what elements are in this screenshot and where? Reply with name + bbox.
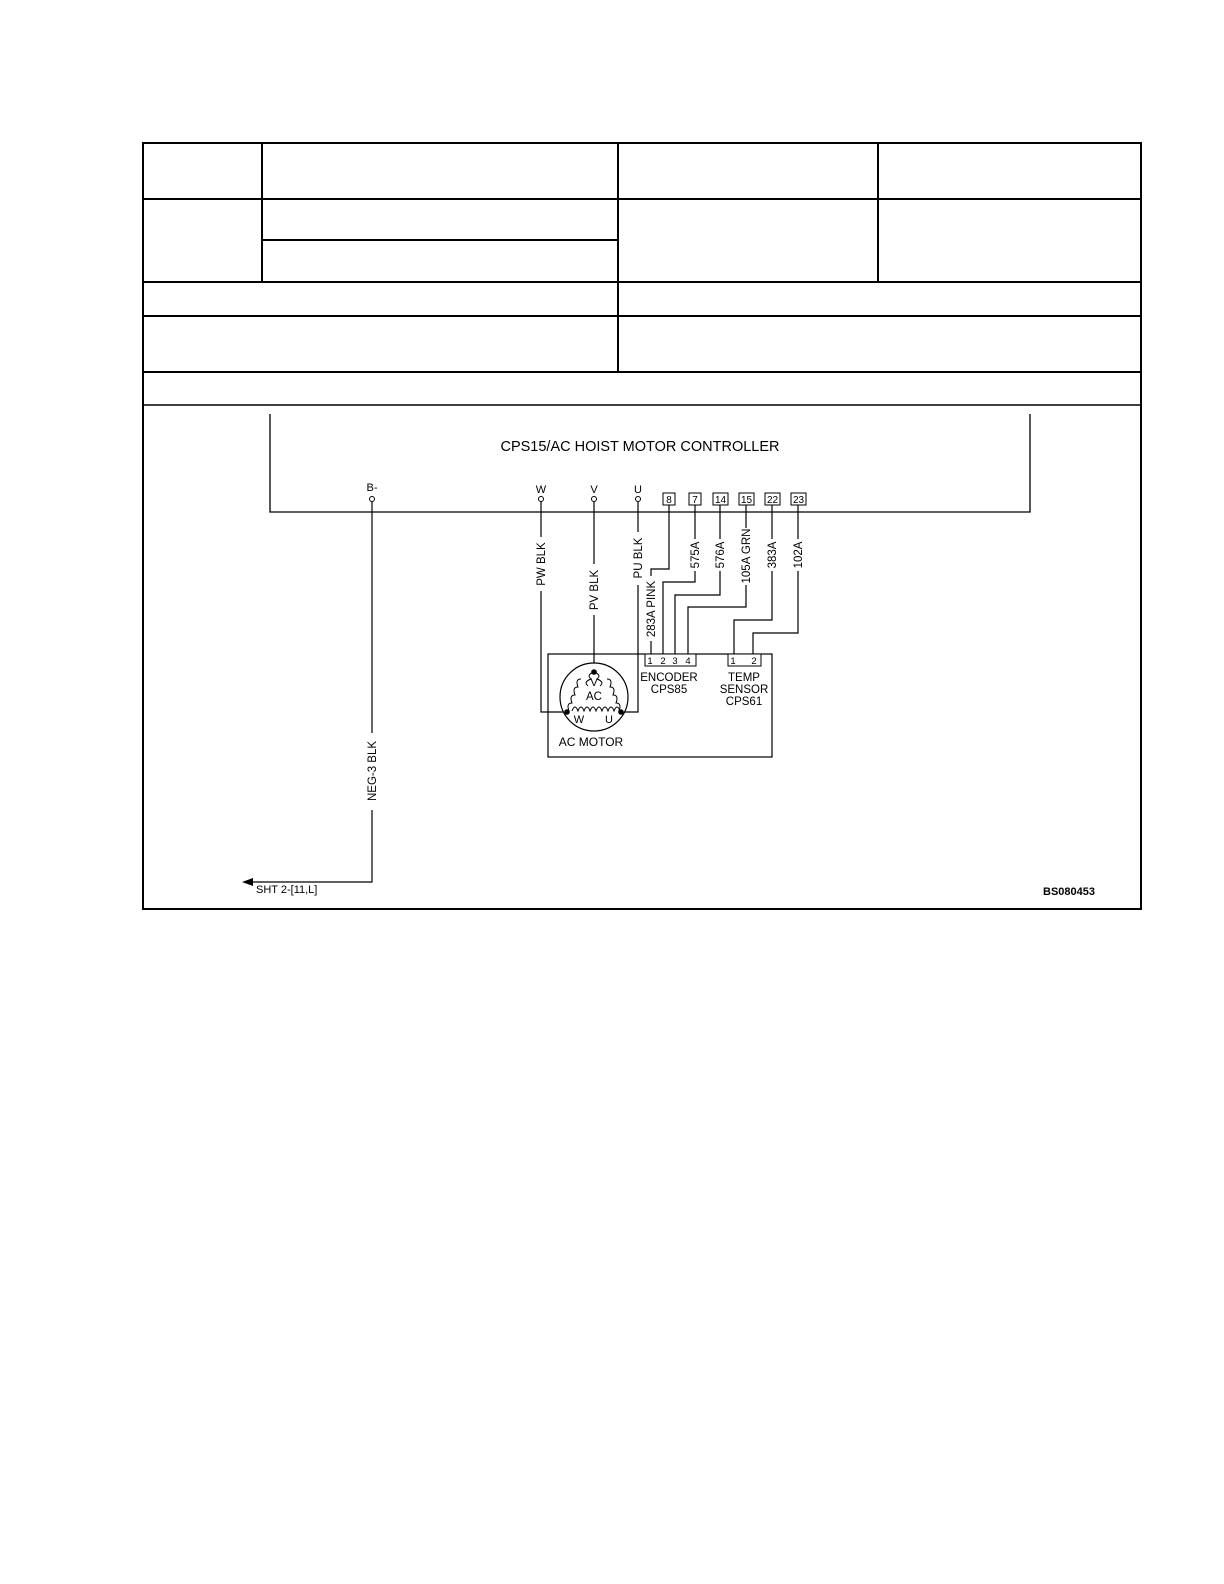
pin-number: 23 [792, 495, 805, 506]
terminal-circles [370, 497, 641, 502]
motor-center-label: AC [586, 691, 602, 703]
encoder-label [640, 672, 698, 696]
temp-sensor-label [720, 672, 769, 708]
wire-neg3 [252, 810, 372, 882]
pin-number: 15 [740, 495, 753, 506]
encoder-pin: 2 [660, 656, 666, 667]
motor-assembly [548, 654, 772, 757]
terminal-circle [539, 497, 544, 502]
wire-label: PW BLK [536, 542, 548, 586]
wire-label: 283A PINK [646, 580, 658, 638]
terminal-b-minus: B- [366, 482, 378, 494]
controller-title: CPS15/AC HOIST MOTOR CONTROLLER [500, 439, 780, 455]
motor-phase-u: U [605, 714, 613, 726]
sheet-reference: SHT 2-[11,L] [256, 884, 318, 896]
wire-label: 102A [793, 541, 805, 569]
pin-number: 7 [692, 495, 698, 506]
wire-label: 383A [767, 541, 779, 569]
temp-sensor-pin: 2 [751, 656, 757, 667]
encoder-pin: 1 [647, 656, 653, 667]
temp-sensor-id: CPS61 [725, 696, 763, 708]
terminal-labels [367, 482, 643, 496]
encoder-name: ENCODER [640, 672, 698, 684]
wire-label: PU BLK [633, 537, 645, 579]
drawing-number: BS080453 [1043, 886, 1095, 898]
terminal-u: U [634, 484, 642, 496]
title-block [143, 143, 1141, 909]
encoder-pin: 3 [672, 656, 678, 667]
pin-box [791, 493, 806, 506]
motor-label: AC MOTOR [558, 735, 624, 749]
temp-sensor-name-1: TEMP [728, 672, 760, 684]
pin-boxes [663, 493, 806, 506]
temp-sensor-name-2: SENSOR [719, 684, 769, 696]
terminal-w: W [535, 484, 547, 496]
wire-label: 105A GRN [741, 528, 753, 584]
off-sheet-arrow [242, 878, 253, 886]
pin-box [739, 493, 754, 506]
wire-102a [753, 571, 798, 654]
pin-number: 8 [666, 495, 672, 506]
motor-phase-w: W [573, 714, 585, 726]
pin-box [663, 493, 675, 506]
pin-number: 14 [714, 495, 727, 506]
terminal-v: V [590, 484, 598, 496]
terminal-circle [370, 497, 375, 502]
wire-label: 576A [715, 541, 727, 569]
temp-sensor-pin: 1 [730, 656, 736, 667]
pin-box [713, 493, 728, 506]
pin-box [765, 493, 780, 506]
wire-label: PV BLK [589, 569, 601, 611]
wire-576a [675, 571, 720, 654]
wire-283a [651, 505, 669, 576]
terminal-circle [592, 497, 597, 502]
pin-number: 22 [766, 495, 779, 506]
controller-box [270, 414, 1030, 512]
encoder-pin: 4 [685, 656, 691, 667]
wire-label: 575A [690, 541, 702, 569]
pin-box [689, 493, 701, 506]
encoder-id: CPS85 [650, 684, 688, 696]
motor-phase-v: V [590, 677, 598, 689]
wire-label: NEG-3 BLK [367, 740, 379, 802]
wire-575a [663, 571, 695, 654]
terminal-circle [636, 497, 641, 502]
